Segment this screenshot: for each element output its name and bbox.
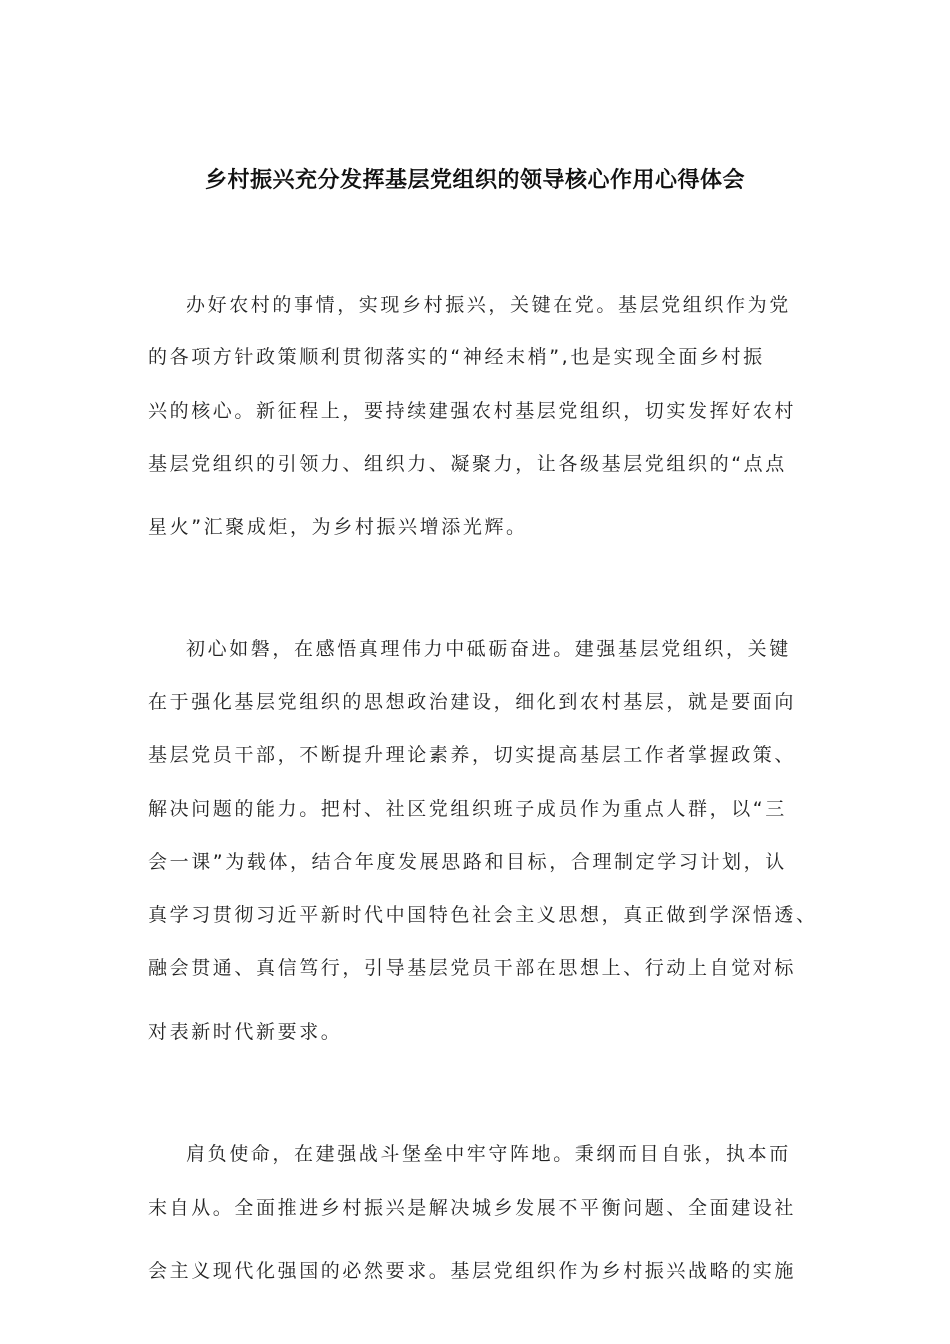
- paragraph-line: 对表新时代新要求。: [148, 1021, 343, 1043]
- paragraph-line: 会主义现代化强国的必然要求。基层党组织作为乡村振兴战略的实施: [148, 1260, 797, 1282]
- paragraph-line: 解决问题的能力。把村、社区党组织班子成员作为重点人群，以“三: [148, 798, 787, 820]
- paragraph-line: 星火”汇聚成炬，为乡村振兴增添光辉。: [148, 516, 528, 538]
- paragraph-line: 基层党员干部，不断提升理论素养，切实提高基层工作者掌握政策、: [148, 744, 797, 766]
- paragraph-line: 融会贯通、真信笃行，引导基层党员干部在思想上、行动上自觉对标: [148, 957, 797, 979]
- paragraph-line: 在于强化基层党组织的思想政治建设，细化到农村基层，就是要面向: [148, 691, 797, 713]
- paragraph-line: 基层党组织的引领力、组织力、凝聚力，让各级基层党组织的“点点: [148, 453, 787, 475]
- paragraph-line: 会一课”为载体，结合年度发展思路和目标，合理制定学习计划，认: [148, 851, 787, 873]
- paragraph-line: 办好农村的事情，实现乡村振兴，关键在党。基层党组织作为党: [186, 294, 791, 316]
- paragraph-line: 兴的核心。新征程上，要持续建强农村基层党组织，切实发挥好农村: [148, 400, 797, 422]
- paragraph-line: 初心如磐，在感悟真理伟力中砥砺奋进。建强基层党组织，关键: [186, 638, 791, 660]
- paragraph-line: 真学习贯彻习近平新时代中国特色社会主义思想，真正做到学深悟透、: [148, 904, 818, 926]
- paragraph-line: 肩负使命，在建强战斗堡垒中牢守阵地。秉纲而目自张，执本而: [186, 1143, 791, 1165]
- paragraph-line: 末自从。全面推进乡村振兴是解决城乡发展不平衡问题、全面建设社: [148, 1197, 797, 1219]
- document-title: 乡村振兴充分发挥基层党组织的领导核心作用心得体会: [204, 168, 745, 193]
- paragraph-line: 的各项方针政策顺利贯彻落实的“神经末梢”,也是实现全面乡村振: [148, 346, 765, 368]
